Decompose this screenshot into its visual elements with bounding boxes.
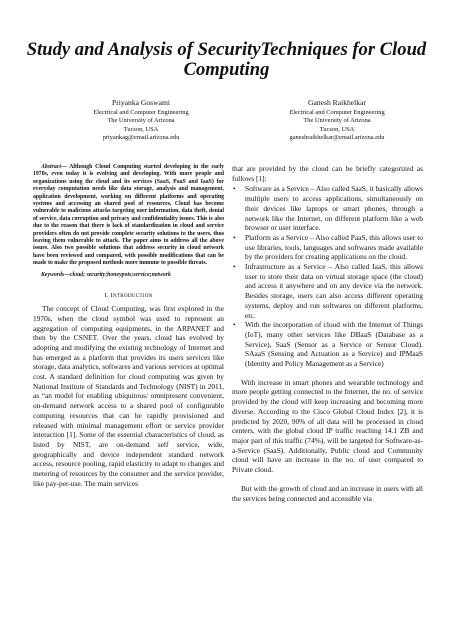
- list-item-text: Infrastructure as a Service – Also called IaaS, this allows user to store their data on virtual storage space (the cloud) and access it anywhere and on any device via the network. Besides storage, users can also access different operating systems, deploy and run softwares on different platforms, etc.: [245, 262, 423, 320]
- abstract-dash: —: [60, 164, 70, 170]
- left-column: [33, 164, 224, 488]
- author-name: Priyanka Goswami: [112, 98, 170, 107]
- body-paragraph: With increase in smart phones and wearable technology and more people getting connected to the Internet, the no. of service provided by the cloud will keep increasing and becoming more diverse. According to the Cisco Global Cloud Index [2], it is predicted by 2020, 90% of all data will be processed in cloud centers, with the global cloud IP traffic reaching 14.1 ZB and major part of this traffic (74%), will be targeted for Software-as-a-Service (SaaS). Additionally, Public cloud and Community cloud will have an increase in the no. of user compared to Private cloud.: [232, 377, 423, 475]
- abstract-text: Although Cloud Computing started developing in the early 1970s, even today it is evolving and developing. With more people and organizations using the cloud and its services (SaaS, PaaS and IaaS) for everyday computation needs like data storage, analysis and management, application development, working on different platforms and operating systems and accessing an shared pool of resources, Cloud has become vulnerable to malicious attacks targeting user information, data theft, denial of service, data corruption and privacy and confidentiality issues. This is also due to the reason that there is lack of standardization in cloud and service providers often do not provide complete security solutions to the users, thus leaving them vulnerable to attack. The paper aims to address all the above issues. Also two possible solutions that address security in cloud network have been reviewed and compared, with possible modifications that can be made to make the proposed methods more immune to possible threats.: [33, 164, 224, 267]
- section-title-initial: I: [110, 292, 113, 300]
- section-title-rest: NTRODUCTION: [112, 293, 153, 300]
- list-item-text: Software as a Service – Also called SaaS, it basically allows multiple users to access applications, simultaneously on their devices like laptops or smart phones, through a network like the Internet, on different platform like a web browser or user interface.: [245, 184, 423, 233]
- list-item: [232, 262, 423, 320]
- section-heading-introduction: [33, 292, 224, 300]
- author-block-2: [257, 97, 417, 143]
- list-item: [232, 233, 423, 262]
- list-item-text: With the incorporation of cloud with the Internet of Things (IoT), many other services like DBaaS (Database as a Service), SaaS (Sensor as a Service or Sensor Cloud). SAaaS (Sensing and Actuation as a Service) and IPMaaS (Identity and Policy Management as a Service): [245, 320, 423, 369]
- abstract-label: Abstract: [41, 164, 61, 170]
- bullet-icon: •: [233, 184, 236, 194]
- right-column: [232, 164, 423, 503]
- bullet-icon: •: [233, 262, 236, 272]
- abstract: [33, 164, 224, 268]
- list-item-text: Platform as a Service – Also called PaaS, this allows user to use libraries, tools, languages and softwares made available by the providers for creating applications on the cloud.: [245, 232, 423, 262]
- services-list: [232, 184, 423, 368]
- author-email: priyankag@email.arizona.edu: [102, 134, 180, 142]
- author-location: Tucson, USA: [123, 125, 159, 133]
- bullet-icon: •: [233, 232, 236, 242]
- author-university: The University of Arizona: [303, 117, 371, 125]
- intro-paragraph: The concept of Cloud Computing, was first explored in the 1970s, when the cloud symbol was used to represent an aggregation of computing equipments, in the ARPANET and then by the CSNET. Over the years, cloud has evolved by adopting and modifying the existing technology of Internet and has emerged as a platform that provides its users services like storage, data analytics, softwares and various services at optimal cost. A standard definition for cloud computing was given by National Institute of Standards and Technology (NIST) in 2011, as “an model for enabling ubiquitous/ omnipresent convenient, on-demand network access to a shared pool of configurable computing resources that can be rapidly provisioned and released with minimal management effort or service provider interaction [1]. Some of the essential characteristics of cloud, as listed by NIST, are on-demand self service, wide, geographically and device independent standard network access, resource pooling, rapid elasticity to adapt to changes and metering of resources by the consumer and the service provider, like pay-per-use. The main services: [33, 304, 224, 488]
- keywords: Keywords—cloud; security;honeypots;service;network: [41, 271, 171, 278]
- author-department: Electrical and Computer Engineering: [93, 109, 189, 116]
- author-name: Ganesh Raikhelkar: [308, 98, 366, 107]
- author-block-1: [61, 97, 221, 143]
- author-email: ganeshraikhelkar@email.arizona.edu: [289, 134, 385, 142]
- author-university: The University of Arizona: [107, 117, 175, 125]
- body-paragraph: But with the growth of cloud and an increase in users with all the services being connected and accessible via: [232, 483, 423, 503]
- author-department: Electrical and Computer Engineering: [289, 109, 385, 116]
- paper-title: Study and Analysis of SecurityTechniques for Cloud Computing: [26, 39, 427, 80]
- bullet-icon: •: [233, 320, 236, 330]
- section-number: I.: [104, 292, 109, 300]
- services-lead: that are provided by the cloud can be briefly categorized as follows [1]:: [232, 164, 423, 183]
- list-item: [232, 320, 423, 369]
- list-item: [232, 184, 423, 233]
- author-location: Tucson, USA: [319, 125, 355, 133]
